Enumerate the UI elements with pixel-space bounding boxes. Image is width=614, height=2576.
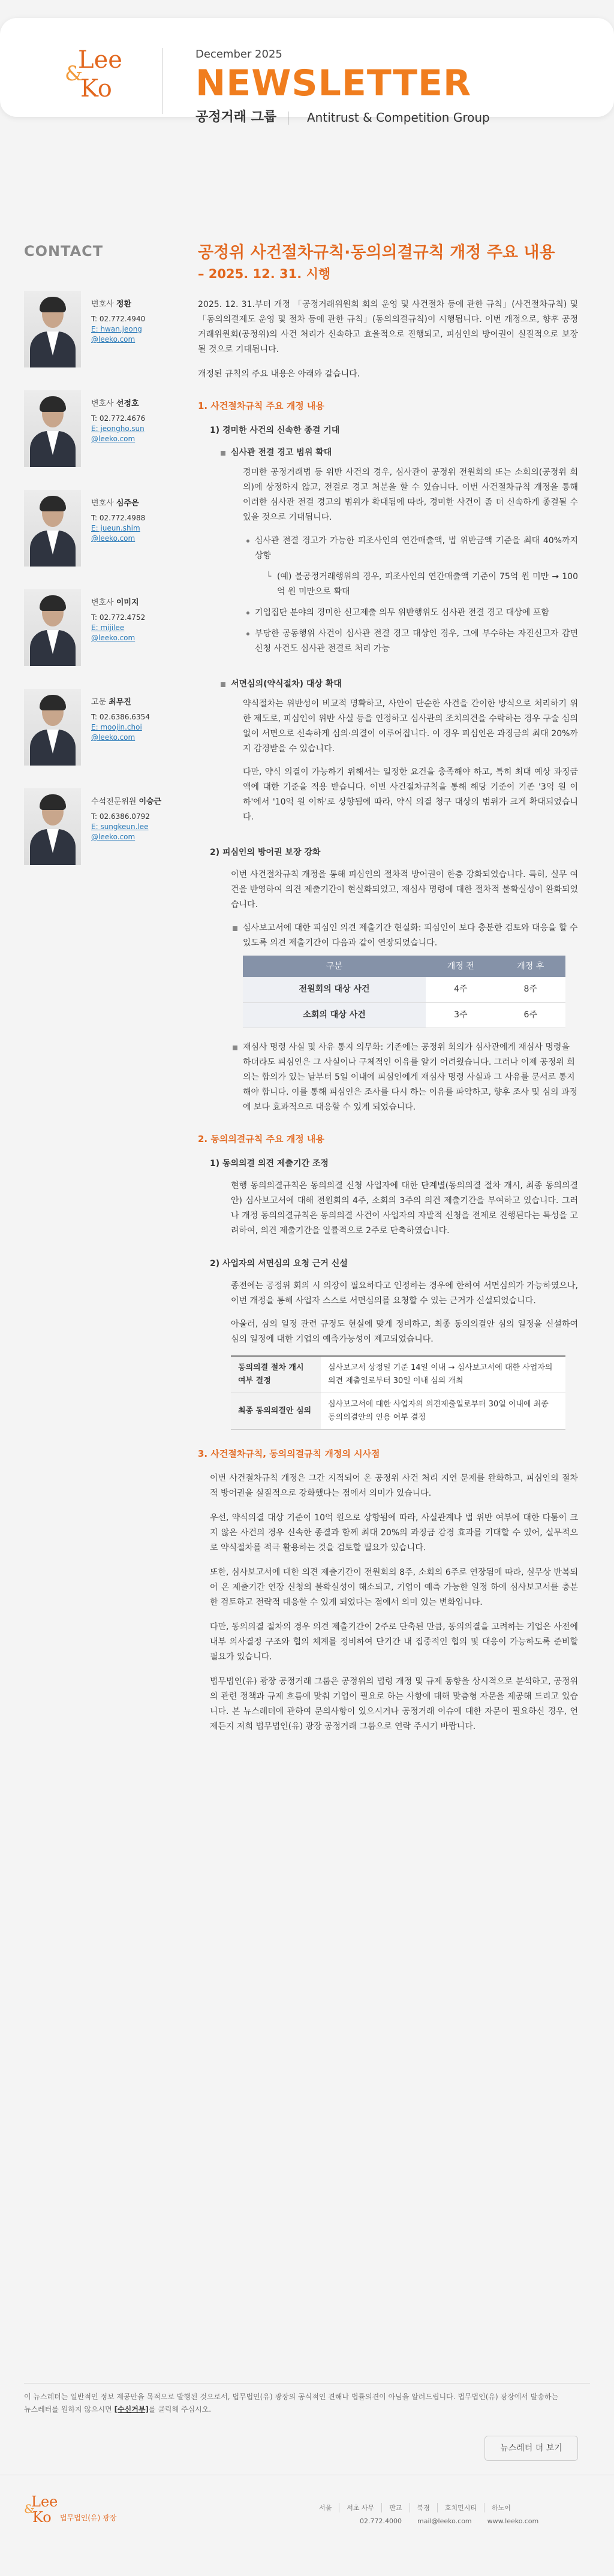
- paragraph: 법무법인(유) 광장 공정거래 그룹은 공정위의 법령 개정 및 규제 동향을 상시적으로 분석하고, 공정위의 관련 정책과 규제 흐름에 맞춰 기업이 필요로 하는 사항에 대해 맞춤형 자문을 제공해 드리고 있습니다. 본 뉴스레터에 관하여 문의사항이 있으시거나 공정거래 이슈에 대한 자문이 필요하신 경우, 언제든지 저희 법무법인(유) 광장 공정거래 그룹으로 연락 주시기 바랍니다.: [210, 1676, 578, 1731]
- paragraph: 아울러, 심의 일정 관련 규정도 현실에 맞게 정비하고, 최종 동의의결안 심의 일정을 신설하여 심의 일정에 대한 기업의 예측가능성이 제고되었습니다.: [231, 1319, 578, 1344]
- newsletter-header: [0, 18, 614, 125]
- section-heading: 2. 동의의결규칙 주요 개정 내용: [198, 1133, 324, 1144]
- table-header: 개정 후: [496, 956, 565, 977]
- contact-heading: CONTACT: [24, 243, 104, 260]
- bullet-item: 기업집단 분야의 경미한 신고제출 의무 위반행위도 심사관 전결 경고 대상에 포함: [255, 605, 578, 620]
- person-email[interactable]: E: hwan.jeong: [91, 325, 142, 333]
- paragraph: 현행 동의의결규칙은 동의의결 신청 사업자에 대한 단계별(동의의결 절차 개시, 최종 동의의결안) 심사보고서에 대해 전원회의 4주, 소회의 3주의 의견 제출기간을 부여하고 있습니다. 그러나 개정 동의의결규칙은 동의의결 사건이 사업자의 자발적 신청을 전제로 진행된다는 특성을 고려하여, 의견 제출기간을 일률적으로 2주로 단축하였습니다.: [231, 1180, 578, 1236]
- person-email-domain[interactable]: @leeko.com: [91, 335, 136, 344]
- contact-person: [24, 390, 180, 490]
- contact-person: [24, 589, 180, 689]
- person-tel: T: 02.772.4752: [91, 613, 146, 622]
- office-item[interactable]: 북경: [410, 2503, 438, 2512]
- schedule-table: [231, 1355, 565, 1430]
- contact-person: [24, 490, 180, 589]
- person-name: 최무진: [109, 698, 131, 707]
- footer-email[interactable]: mail@leeko.com: [417, 2517, 472, 2525]
- comment-period-table: [243, 956, 565, 1028]
- paragraph: 이번 사건절차규칙 개정을 통해 피심인의 절차적 방어권이 한층 강화되었습니다. 특히, 실무 여건을 반영하여 의견 제출기간이 현실화되었고, 재심사 명령에 대한 절차적 불확실성이 완화되었습니다.: [231, 870, 578, 909]
- table-cell: 3주: [426, 1002, 495, 1028]
- person-email[interactable]: E: jeongho.sun: [91, 424, 145, 433]
- person-name: 선정호: [116, 399, 139, 408]
- logo-ampersand: &: [65, 62, 83, 86]
- table-cell: 심사보고서 상정일 기준 14일 이내 → 심사보고서에 대한 사업자의 의견 제출일로부터 30일 이내 심의 개최: [321, 1356, 565, 1393]
- person-email-domain[interactable]: @leeko.com: [91, 534, 136, 543]
- paragraph: 이번 사건절차규칙 개정은 그간 지적되어 온 공정위 사건 처리 지연 문제를 완화하고, 피심인의 절차적 방어권을 실질적으로 강화했다는 점에서 의미가 있습니다.: [210, 1473, 578, 1498]
- person-role: 변호사: [91, 499, 114, 508]
- person-tel: T: 02.772.4940: [91, 315, 146, 323]
- table-cell: 최종 동의의결안 심의: [231, 1393, 321, 1429]
- subsection-heading: 2) 피심인의 방어권 보장 강화: [210, 848, 321, 857]
- person-photo: [24, 490, 81, 567]
- footer-website[interactable]: www.leeko.com: [487, 2517, 539, 2525]
- disclaimer-text: 뉴스레터를 원하지 않으시면: [24, 2405, 115, 2414]
- table-cell: 소회의 대상 사건: [243, 1002, 426, 1028]
- logo-ko: Ko: [80, 75, 112, 103]
- person-email-domain[interactable]: @leeko.com: [91, 733, 136, 742]
- person-email[interactable]: E: sungkeun.lee: [91, 822, 149, 831]
- topic-paragraph: 심사보고서에 대한 피심인 의견 제출기간 현실화: 피심인이 보다 충분한 검토와 대응을 할 수 있도록 의견 제출기간이 다음과 같이 연장되었습니다.: [243, 921, 578, 951]
- table-row: [231, 1393, 565, 1429]
- subsection-heading: 1) 동의의결 의견 제출기간 조정: [210, 1158, 329, 1168]
- disclaimer: [24, 2383, 590, 2416]
- person-role: 변호사: [91, 300, 114, 309]
- person-photo: [24, 291, 81, 367]
- person-email-domain[interactable]: @leeko.com: [91, 435, 136, 443]
- table-cell: 심사보고서에 대한 사업자의 의견제출일로부터 30일 이내에 최종 동의의결안의 인용 여부 결정: [321, 1393, 565, 1429]
- person-email-domain[interactable]: @leeko.com: [91, 833, 136, 841]
- contact-sidebar: [24, 243, 180, 888]
- paragraph: 경미한 공정거래법 등 위반 사건의 경우, 심사관이 공정위 전원회의 또는 소회의(공정위 회의)에 상정하지 않고, 전결로 경고 처분을 할 수 있습니다. 이번 사건절차규칙 개정을 통해 이러한 심사관 전결 경고의 범위가 확대됨에 따라, 경미한 사건이 좀 더 신속하게 종결될 수 있을 것으로 기대됩니다.: [243, 468, 578, 522]
- office-item[interactable]: 호치민시티: [438, 2503, 484, 2512]
- logo-lee: Lee: [31, 2493, 58, 2510]
- intro-paragraph: 개정된 규칙의 주요 내용은 아래와 같습니다.: [198, 369, 360, 379]
- office-item[interactable]: 서울: [312, 2503, 339, 2512]
- person-photo: [24, 689, 81, 766]
- person-name: 이미지: [116, 598, 139, 607]
- paragraph: 다만, 약식 의결이 가능하기 위해서는 일정한 요건을 충족해야 하고, 특히 최대 예상 과징금액에 대한 기준을 적용 받습니다. 이번 사건절차규칙을 통해 해당 기준이 기존 '3억 원 이하'에서 '10억 원 이하'로 상향됨에 따라, 약식 의결 청구 대상의 범위가 크게 확대되었습니다.: [243, 767, 578, 822]
- person-role: 변호사: [91, 598, 114, 607]
- office-item[interactable]: 하노이: [491, 2504, 511, 2512]
- firm-name: 법무법인(유) 광장: [60, 2514, 117, 2522]
- section-heading: 3. 사건절차규칙, 동의의결규칙 개정의 시사점: [198, 1448, 380, 1459]
- table-cell: 6주: [496, 1002, 565, 1028]
- person-tel: T: 02.772.4988: [91, 514, 146, 522]
- topic-heading: 심사관 전결 경고 범위 확대: [231, 445, 578, 460]
- article: [198, 243, 578, 1744]
- page-footer: [0, 2475, 614, 2576]
- logo-ko: Ko: [32, 2509, 52, 2526]
- table-row: [231, 1356, 565, 1393]
- person-tel: T: 02.772.4676: [91, 414, 146, 423]
- table-cell: 동의의결 절차 개시 여부 결정: [231, 1356, 321, 1393]
- paragraph: 또한, 심사보고서에 대한 의견 제출기간이 전원회의 8주, 소회의 6주로 연장됨에 따라, 실무상 반복되어 온 제출기간 연장 신청의 불확실성이 해소되고, 기업이 예측 가능한 일정 하에 심사보고서를 충분한 검토하고 전략적 대응할 수 있게 되었다는 점에서 의미 있는 변화입니다.: [210, 1567, 578, 1607]
- lee-ko-logo[interactable]: [65, 48, 137, 108]
- intro-paragraph: 2025. 12. 31.부터 개정 「공정거래위원회 회의 운영 및 사건절차 등에 관한 규칙」(사건절차규칙) 및 「동의의결제도 운영 및 절차 등에 관한 규칙」(동의의결규칙)이 시행됩니다. 이번 개정으로, 향후 공정거래위원회(공정위)의 사건 처리가 신속하고 효율적으로 진행되고, 피심인의 방어권이 실질적으로 보장될 것으로 기대됩니다.: [198, 300, 578, 354]
- topic-heading: 서면심의(약식절차) 대상 확대: [231, 677, 578, 692]
- group-name: 공정거래 그룹: [195, 110, 277, 125]
- contact-person: [24, 788, 180, 888]
- newsletter-title: NEWSLETTER: [195, 62, 472, 104]
- issue-date: December 2025: [195, 48, 282, 61]
- disclaimer-text: 이 뉴스레터는 일반적인 정보 제공만을 목적으로 발행된 것으로서, 법무법인(유) 광장의 공식적인 견해나 법률의견이 아님을 알려드립니다. 법무법인(유) 광장에서 발송하는: [24, 2393, 559, 2401]
- person-role: 고문: [91, 698, 107, 707]
- person-email[interactable]: E: jueun.shim: [91, 524, 140, 532]
- table-cell: 8주: [496, 977, 565, 1002]
- more-newsletters-button[interactable]: 뉴스레터 더 보기: [484, 2436, 578, 2461]
- table-header: 개정 전: [426, 956, 495, 977]
- person-tel: T: 02.6386.6354: [91, 713, 150, 721]
- person-name: 심주은: [116, 499, 139, 508]
- paragraph: 다만, 동의의결 절차의 경우 의견 제출기간이 2주로 단축된 만큼, 동의의결을 고려하는 기업은 사전에 내부 의사결정 구조와 협의 체계를 정비하여 단기간 내 집중적인 협의 및 대응이 가능하도록 준비할 필요가 있습니다.: [210, 1622, 578, 1662]
- section-heading: 1. 사건절차규칙 주요 개정 내용: [198, 400, 324, 411]
- person-role: 수석전문위원: [91, 797, 137, 806]
- person-photo: [24, 390, 81, 467]
- person-photo: [24, 589, 81, 666]
- bullet-item: 부당한 공동행위 사건이 심사관 전결 경고 대상인 경우, 그에 부수하는 자진신고자 감면신청 사건도 심사관 전결로 처리 가능: [255, 626, 578, 656]
- paragraph: 우선, 약식의결 대상 기준이 10억 원으로 상향됨에 따라, 사실관계나 법 위반 여부에 대한 다툼이 크지 않은 사건의 경우 신속한 종결과 함께 최대 20%의 과징금 감경 효과를 기대할 수 있어, 실무적으로 약식절차를 적극 활용하는 것을 검토할 필요가 있습니다.: [210, 1513, 578, 1553]
- disclaimer-text: 를 클릭해 주십시오.: [148, 2405, 212, 2414]
- topic-paragraph: 재심사 명령 사실 및 사유 통지 의무화: 기존에는 공정위 회의가 심사관에게 재심사 명령을 하더라도 피심인은 그 사실이나 구체적인 이유를 알기 어려웠습니다. 그러나 이제 공정위 회의는 합의가 있는 날부터 5일 이내에 피심인에게 재심사 명령 사실과 그 사유를 문서로 통지해야 합니다. 이를 통해 피심인은 조사를 다시 하는 이유를 파악하고, 향후 조사 및 심의 과정에 보다 효과적으로 대응할 수 있게 되었습니다.: [243, 1040, 578, 1115]
- footer-phone: 02.772.4000: [360, 2517, 402, 2525]
- contact-person: [24, 689, 180, 788]
- office-list: [312, 2503, 518, 2512]
- table-row: [243, 1002, 565, 1028]
- contact-person: [24, 291, 180, 390]
- table-header: 구분: [243, 956, 426, 977]
- bullet-item: 심사관 전결 경고가 가능한 피조사인의 연간매출액, 법 위반금액 기준을 최대 40%까지 상향: [255, 534, 578, 564]
- logo-ampersand: &: [24, 2502, 35, 2516]
- person-email[interactable]: E: moojin.choi: [91, 723, 142, 731]
- office-item[interactable]: 서초 사무: [339, 2503, 382, 2512]
- article-title: 공정위 사건절차규칙·동의의결규칙 개정 주요 내용: [198, 243, 555, 262]
- footer-contact: [360, 2517, 538, 2525]
- subsection-heading: 2) 사업자의 서면심의 요청 근거 신설: [210, 1258, 348, 1269]
- subsection-heading: 1) 경미한 사건의 신속한 종결 기대: [210, 426, 340, 435]
- article-subtitle: – 2025. 12. 31. 시행: [198, 267, 331, 281]
- table-cell: 4주: [426, 977, 495, 1002]
- person-role: 변호사: [91, 399, 114, 408]
- person-email[interactable]: E: mijilee: [91, 623, 125, 632]
- group-name-en: Antitrust & Competition Group: [307, 110, 490, 125]
- paragraph: 종전에는 공정위 회의 시 의장이 필요하다고 인정하는 경우에 한하여 서면심의가 가능하였으나, 이번 개정을 통해 사업자 스스로 서면심의를 요청할 수 있는 근거가 신설되었습니다.: [231, 1281, 578, 1306]
- example-note: └ (예) 불공정거래행위의 경우, 피조사인의 연간매출액 기준이 75억 원 미만 → 100억 원 미만으로 확대: [277, 570, 578, 599]
- unsubscribe-link[interactable]: [수신거부]: [114, 2405, 149, 2414]
- person-photo: [24, 788, 81, 865]
- table-row: [243, 977, 565, 1002]
- person-name: 이승근: [139, 797, 162, 806]
- table-cell: 전원회의 대상 사건: [243, 977, 426, 1002]
- person-tel: T: 02.6386.0792: [91, 812, 150, 821]
- person-email-domain[interactable]: @leeko.com: [91, 634, 136, 642]
- office-item[interactable]: 판교: [382, 2503, 410, 2512]
- paragraph: 약식절차는 위반성이 비교적 명확하고, 사안이 단순한 사건을 간이한 방식으로 처리하기 위한 제도로, 피심인이 위반 사실 등을 인정하고 심사관의 조치의견을 수락하는 경우 구술 심의 없이 서면으로 신속하게 심의·의결이 이루어집니다. 이 경우 피심인은 과징금의 최대 20%까지 감경받을 수 있습니다.: [243, 699, 578, 754]
- person-name: 정환: [116, 300, 131, 309]
- logo-lee: Lee: [78, 46, 122, 74]
